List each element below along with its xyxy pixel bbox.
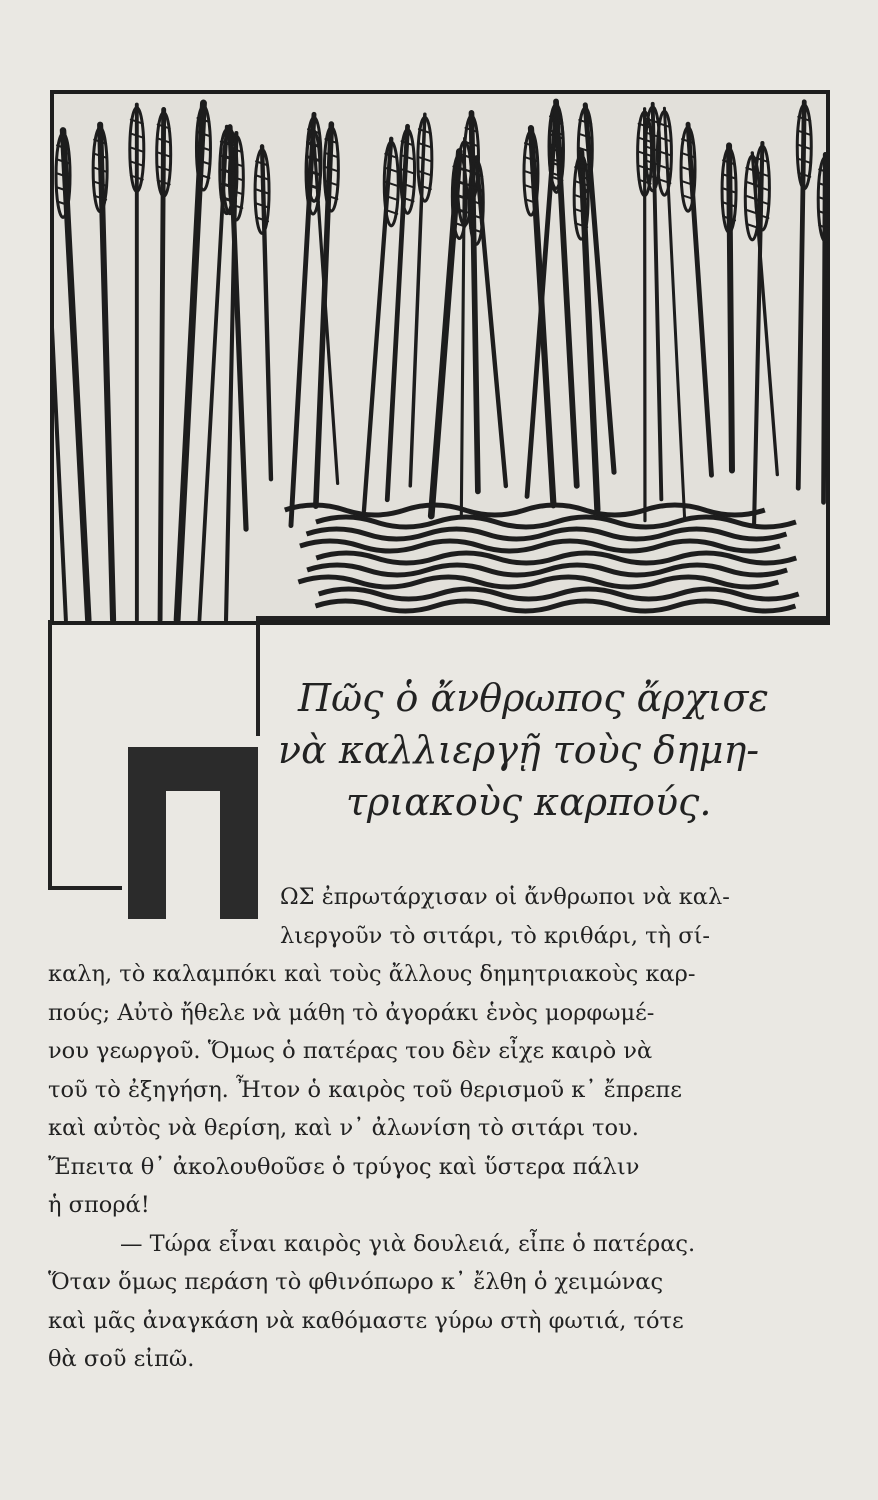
- frame-line-vertical: [256, 618, 260, 736]
- text-line: τοῦ τὸ ἐξηγήση. Ἦτον ὁ καιρὸς τοῦ θερισμοῦ κ᾽ ἔπρεπε: [48, 1076, 682, 1103]
- title-line-2: νὰ καλλιεργῇ τοὺς δημη-: [278, 728, 760, 772]
- body-text: [48, 878, 824, 1379]
- title-line-3: τριακοὺς καρπούς.: [346, 780, 712, 824]
- text-line: πούς; Αὐτὸ ἤθελε νὰ μάθη τὸ ἀγοράκι ἑνὸς μορφωμέ-: [48, 999, 655, 1026]
- text-line: Ἔπειτα θ᾽ ἀκολουθοῦσε ὁ τρύγος καὶ ὕστερα πάλιν: [48, 1153, 640, 1180]
- text-line: θὰ σοῦ εἰπῶ.: [48, 1346, 195, 1372]
- text-line: Ὅταν ὅμως περάση τὸ φθινόπωρο κ᾽ ἔλθη ὁ χειμώνας: [48, 1269, 664, 1295]
- text-line: νου γεωργοῦ. Ὅμως ὁ πατέρας του δὲν εἶχε καιρὸ νὰ: [48, 1038, 653, 1064]
- title-line-1: Πῶς ὁ ἄνθρωπος ἄρχισε: [298, 676, 769, 720]
- wheat-field-woodcut: [50, 90, 830, 625]
- text-line: καλη, τὸ καλαμπόκι καὶ τοὺς ἄλλους δημητριακοὺς καρ-: [48, 961, 696, 987]
- wheat-stalk: [729, 145, 732, 470]
- frame-line-left: [48, 620, 52, 890]
- drop-cap-letter: [128, 747, 129, 748]
- text-line: καὶ μᾶς ἀναγκάση νὰ καθόμαστε γύρω στὴ φωτιά, τότε: [48, 1307, 684, 1334]
- text-line: καὶ αὐτὸς νὰ θερίση, καὶ ν᾽ ἀλωνίση τὸ σιτάρι του.: [48, 1115, 639, 1141]
- text-line: ἡ σπορά!: [48, 1192, 150, 1218]
- frame-line-horizontal: [256, 616, 826, 620]
- text-line: λιεργοῦν τὸ σιτάρι, τὸ κριθάρι, τὴ σί-: [280, 922, 711, 949]
- paragraph-1: [48, 878, 824, 1225]
- text-line: ΩΣ ἐπρωτάρχισαν οἱ ἄνθρωποι νὰ καλ-: [280, 884, 730, 910]
- wheat-stalk: [824, 154, 826, 502]
- chapter-title: [278, 672, 838, 828]
- text-line: — Τώρα εἶναι καιρὸς γιὰ δουλειά, εἶπε ὁ πατέρας.: [120, 1230, 696, 1257]
- paragraph-2: [48, 1225, 824, 1379]
